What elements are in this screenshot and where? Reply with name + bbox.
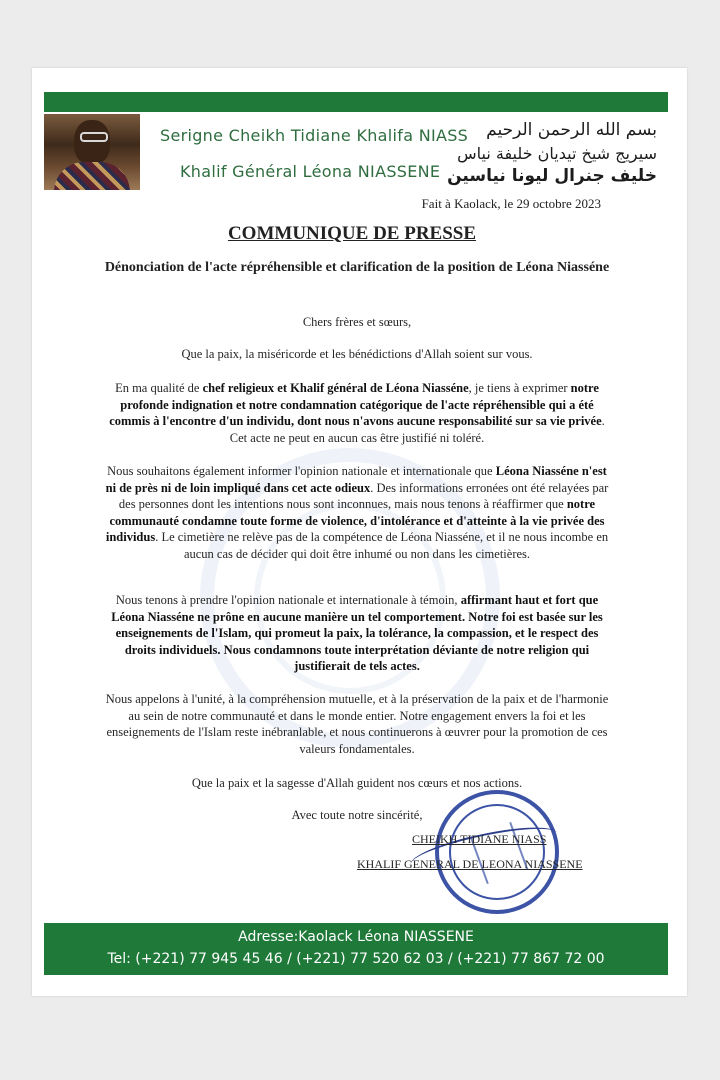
paragraph-3 [102,592,612,675]
p2-text-a: Nous souhaitons également informer l'opinion nationale et internationale que [107,464,496,478]
portrait-face [74,120,110,164]
footer-address: Adresse:Kaolack Léona NIASSENE [238,929,474,945]
closing-text: Avec toute notre sincérité, [291,808,423,822]
document-page [32,68,687,996]
header-green-band [44,92,668,112]
paragraph-1 [102,380,612,446]
date-line: Fait à Kaolack, le 29 octobre 2023 [421,196,601,211]
footer-green-band [44,923,668,975]
header-bismillah-arabic: بسم الله الرحمن الرحيم [486,120,657,140]
portrait-glasses [80,132,108,142]
p2-text-d: notre communauté condamne toute forme de violence, d'intolérance et d'atteinte à la vie privée des individus [105,497,605,544]
paragraph-5: Que la paix et la sagesse d'Allah guident nos cœurs et nos actions. [191,776,523,790]
document-title: COMMUNIQUE DE PRESSE [227,223,477,244]
signatory-name: CHEIKH TIDIANE NIASS [412,832,547,846]
greeting-text: Chers frères et sœurs, [302,315,412,329]
document-subtitle: Dénonciation de l'acte répréhensible et clarification de la position de Léona Niasséne [104,260,610,275]
header-name-arabic: سيريج شيخ تيديان خليفة نياس [457,144,657,163]
header-name-french: Serigne Cheikh Tidiane Khalifa NIASS [160,126,469,145]
p1-text-b: chef religieux et Khalif général de Léona Niasséne [202,381,469,395]
p2-text-e: . Le cimetière ne relève pas de la compétence de Léona Niasséne, et il ne nous incombe en aucun cas de décider qui doit être inhumé ou non dans les cimetières. [155,530,609,561]
p1-text-c: , je tiens à exprimer [468,381,571,395]
p1-text-e: . Cet acte ne peut en aucun cas être justifié ni toléré. [229,414,605,445]
khalif-portrait-photo [44,114,140,190]
p2-text-b: Léona Niasséne n'est ni de près ni de loin impliqué dans cet acte odieux [105,464,607,495]
official-stamp [435,790,559,914]
signatory-title: KHALIF GENERAL DE LEONA NIASSENE [357,857,583,871]
header-title-arabic: خليف جنرال ليونا نياسين [447,166,657,186]
paragraph-4: Nous appelons à l'unité, à la compréhension mutuelle, et à la préservation de la paix et de l'harmonie au sein de notre communauté et dans le monde entier. Notre engagement envers la foi et les enseignements de l'Islam reste inébranlable, et nous continuerons à œuvrer pour la promotion de ces valeurs fondamentales. [105,692,609,756]
footer-phones: Tel: (+221) 77 945 45 46 / (+221) 77 520 62 03 / (+221) 77 867 72 00 [107,951,605,967]
p3-text-a: Nous tenons à prendre l'opinion nationale et internationale à témoin, [115,593,461,607]
p1-text-a: En ma qualité de [115,381,203,395]
salutation-text: Que la paix, la miséricorde et les bénédictions d'Allah soient sur vous. [181,347,533,361]
p1-text-d: notre profonde indignation et notre condamnation catégorique de l'acte répréhensible qui a été commis à l'encontre d'un individu, dont nous n'avons aucune responsabilité sur sa vie privée [109,381,602,428]
p3-text-b: affirmant haut et fort que Léona Niasséne ne prône en aucune manière un tel comportement. Notre foi est basée sur les enseignements de l'Islam, qui promeut la paix, la tolérance, la compassion, et le respect des droits individuels. Nous condamnons toute interprétation déviante de notre religion qui justifierait de tels actes. [111,593,603,673]
p2-text-c: . Des informations erronées ont été relayées par des personnes dont les intentions nous sont inconnues, mais nous tenons à réaffirmer que [118,480,609,511]
portrait-scarf [54,162,130,190]
paragraph-2 [102,463,612,562]
header-title-french: Khalif Général Léona NIASSENE [180,162,441,181]
